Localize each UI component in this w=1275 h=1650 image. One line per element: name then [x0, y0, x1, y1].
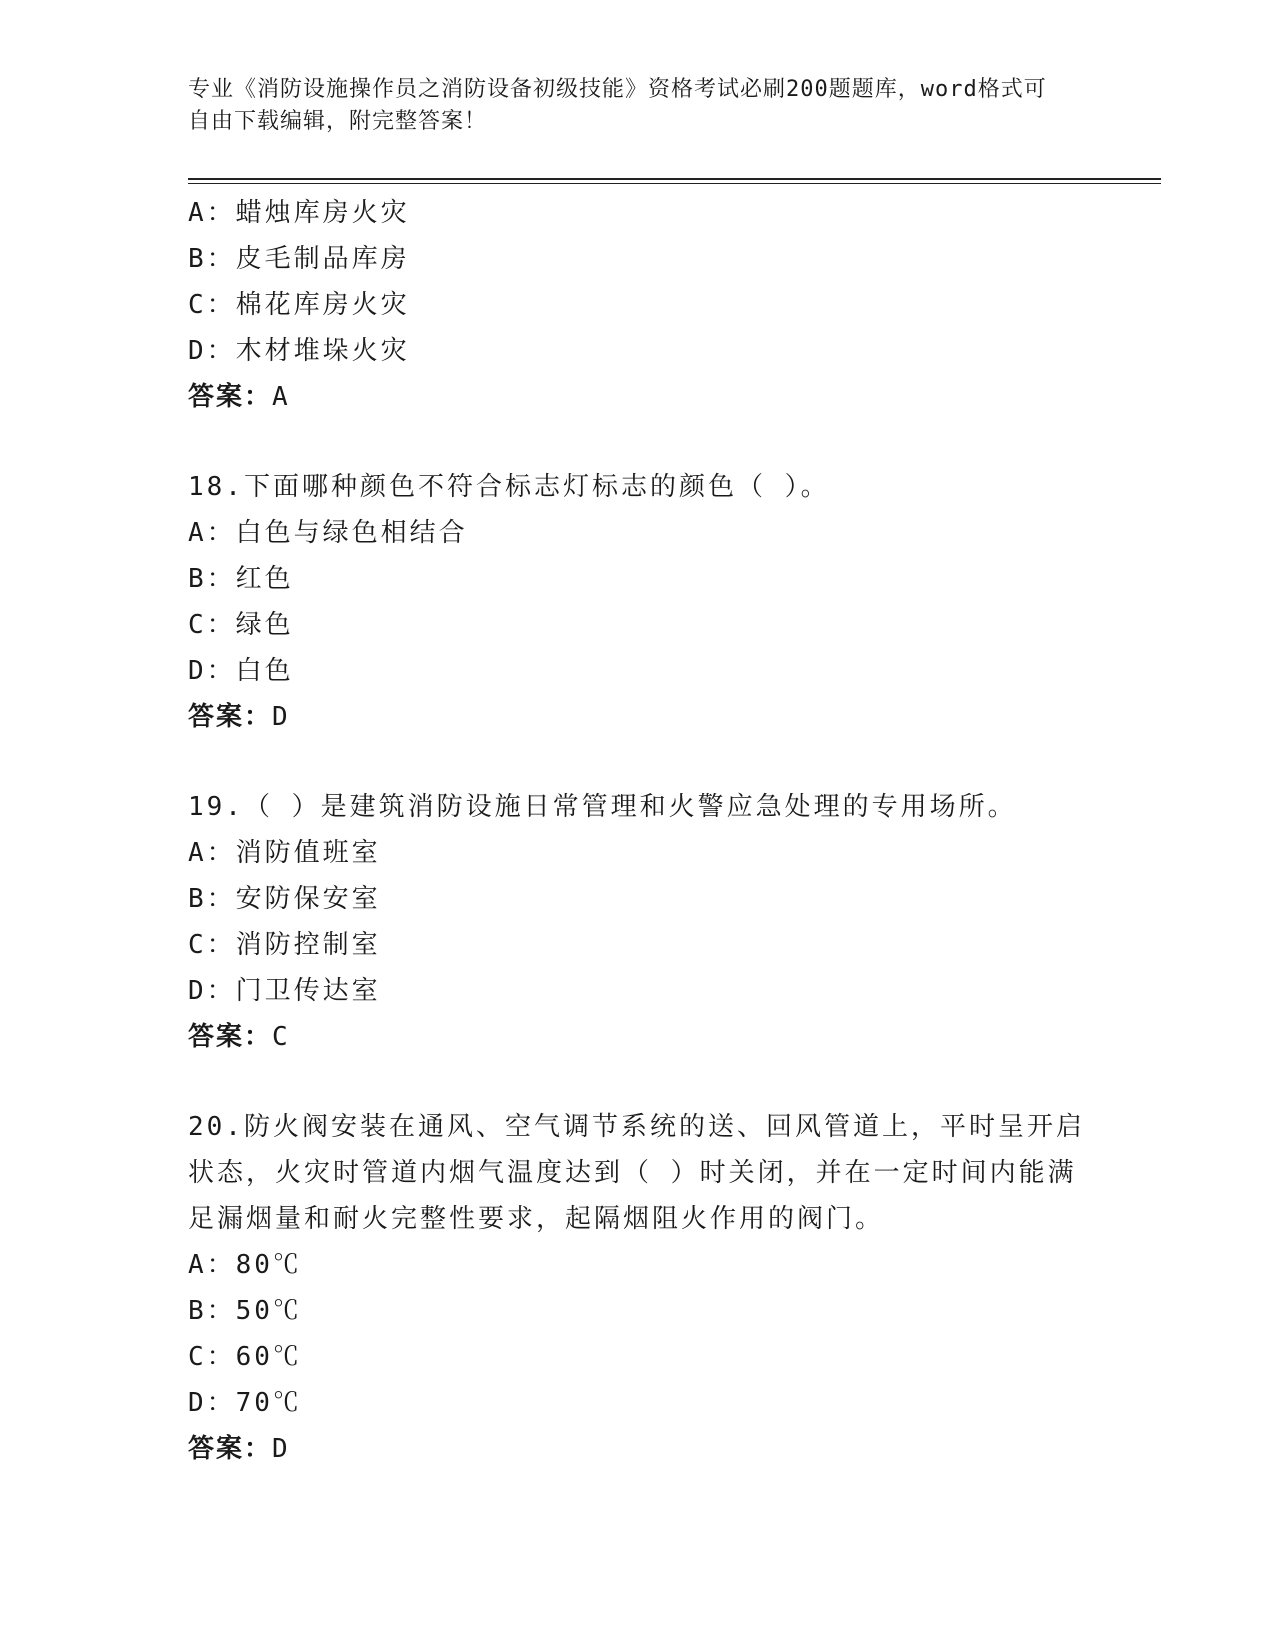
- option-b: B：50℃: [188, 1296, 302, 1326]
- answer-line: [188, 374, 1088, 420]
- spacer: [188, 740, 1088, 784]
- option-a: A：80℃: [188, 1250, 302, 1280]
- option-c: C：棉花库房火灾: [188, 290, 410, 320]
- option-a: A：白色与绿色相结合: [188, 518, 468, 548]
- option-c: C：消防控制室: [188, 930, 381, 960]
- answer-label: 答案：: [188, 1434, 273, 1464]
- question-17-continued: [188, 190, 1088, 420]
- question-list: [188, 190, 1088, 1472]
- option-b: B：安防保安室: [188, 884, 381, 914]
- answer-value: C: [272, 1022, 290, 1052]
- header-divider: [188, 178, 1161, 184]
- option-d: D：门卫传达室: [188, 976, 381, 1006]
- question-stem: 18.下面哪种颜色不符合标志灯标志的颜色（ ）。: [188, 472, 830, 502]
- option-b: B：皮毛制品库房: [188, 244, 410, 274]
- answer-value: A: [272, 382, 290, 412]
- option-b: B：红色: [188, 564, 294, 594]
- answer-line: [188, 1426, 1088, 1472]
- option-d: D：白色: [188, 656, 294, 686]
- answer-label: 答案：: [188, 702, 273, 732]
- question-20: [188, 1104, 1088, 1472]
- spacer: [188, 1060, 1088, 1104]
- option-c: C：绿色: [188, 610, 294, 640]
- question-stem: 19.（ ）是建筑消防设施日常管理和火警应急处理的专用场所。: [188, 792, 1017, 822]
- answer-line: [188, 694, 1088, 740]
- option-d: D：70℃: [188, 1388, 302, 1418]
- spacer: [188, 420, 1088, 464]
- question-18: [188, 464, 1088, 740]
- answer-line: [188, 1014, 1088, 1060]
- answer-label: 答案：: [188, 1022, 273, 1052]
- option-a: A：消防值班室: [188, 838, 381, 868]
- question-stem: 20.防火阀安装在通风、空气调节系统的送、回风管道上，平时呈开启状态，火灾时管道内烟气温度达到（ ）时关闭，并在一定时间内能满足漏烟量和耐火完整性要求，起隔烟阻火作用的阀门。: [188, 1112, 1085, 1234]
- question-19: [188, 784, 1088, 1060]
- document-header: 专业《消防设施操作员之消防设备初级技能》资格考试必刷200题题库，word格式可自由下载编辑，附完整答案！: [188, 77, 1047, 134]
- answer-label: 答案：: [188, 382, 273, 412]
- answer-value: D: [272, 702, 290, 732]
- answer-value: D: [272, 1434, 290, 1464]
- option-d: D：木材堆垛火灾: [188, 336, 410, 366]
- option-c: C：60℃: [188, 1342, 302, 1372]
- option-a: A：蜡烛库房火灾: [188, 198, 410, 228]
